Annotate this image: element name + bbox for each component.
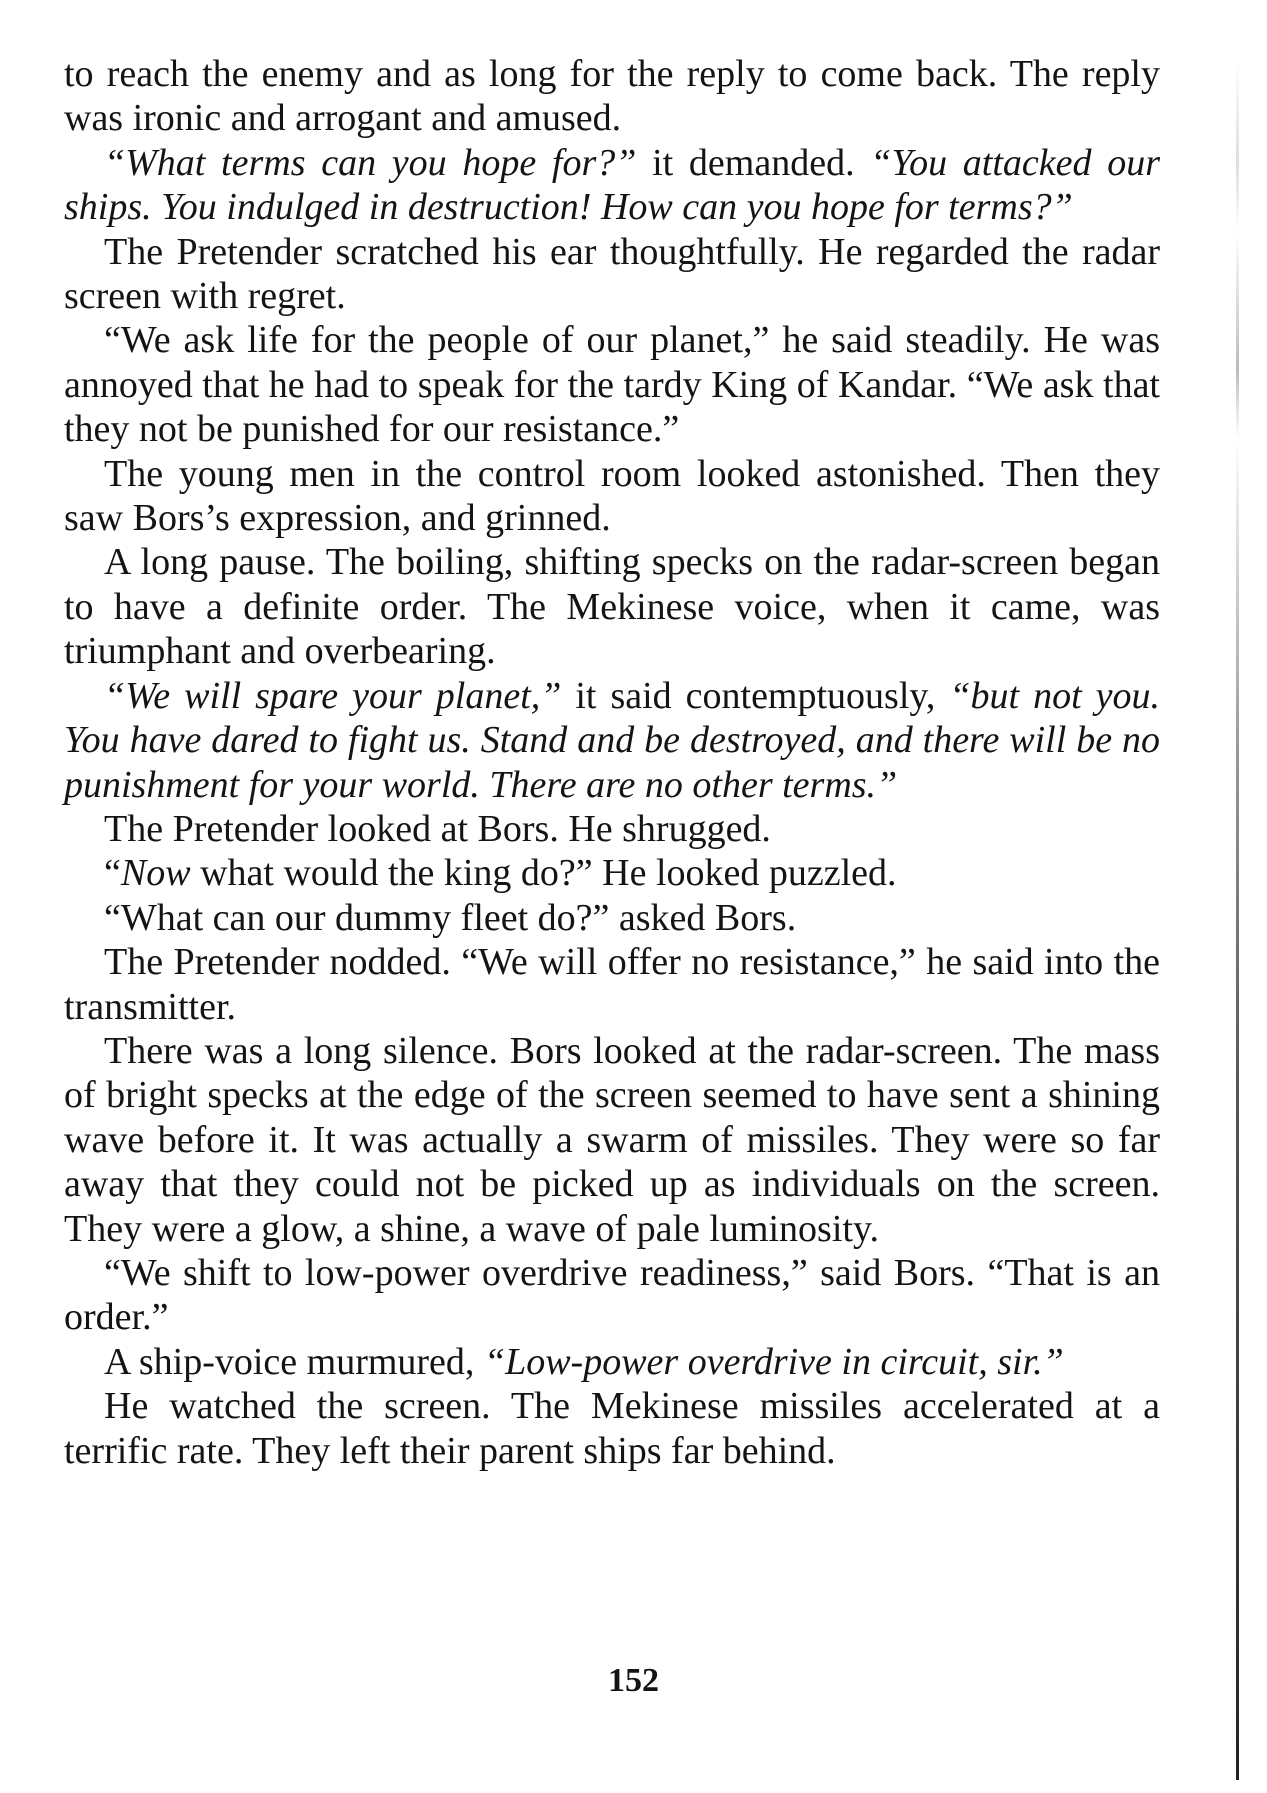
text-run: “We ask life for the people of our planet,” he said steadily. He was annoyed that he had to speak for the tardy King of Kandar. “We ask that they not be punished for our resistance.” (64, 319, 1160, 451)
paragraph (64, 1251, 1160, 1340)
paragraph (64, 318, 1160, 451)
text-run: it demanded. (636, 141, 871, 184)
paragraph (64, 1340, 1160, 1384)
text-run: The Pretender scratched his ear thoughtfully. He regarded the radar screen with regret. (64, 230, 1160, 318)
paragraph (64, 52, 1160, 141)
text-run: to reach the enemy and as long for the reply to come back. The reply was ironic and arrogant and amused. (64, 53, 1160, 140)
text-run: it said contemptuously, (561, 674, 950, 717)
paragraph (64, 896, 1160, 940)
paragraph (64, 807, 1160, 851)
paragraph (64, 1384, 1160, 1473)
text-run: A ship-voice murmured, (104, 1340, 484, 1383)
text-run: A long pause. The boiling, shifting specks on the radar-screen began to have a definite order. The Mekinese voice, when it came, was triumphant and overbearing. (64, 541, 1160, 673)
italic-text: “but not you. You have dared to fight us. Stand and be destroyed, and there will be no punishment for your world. There are no other terms.” (64, 674, 1160, 806)
paragraph (64, 940, 1160, 1029)
paragraph (64, 141, 1160, 230)
page-number: 152 (608, 1662, 659, 1699)
paragraph (64, 674, 1160, 807)
text-run: The Pretender looked at Bors. He shrugged. (104, 807, 771, 850)
paragraph (64, 452, 1160, 541)
italic-text: “Low-power overdrive in circuit, sir.” (483, 1340, 1064, 1383)
italic-text: “We will spare your planet,” (104, 674, 562, 717)
paragraph (64, 540, 1160, 673)
text-run: The Pretender nodded. “We will offer no resistance,” he said into the transmitter. (64, 941, 1160, 1028)
italic-text: “You attacked our ships. You indulged in destruction! How can you hope for terms?” (64, 141, 1160, 229)
paragraph (64, 851, 1160, 895)
text-run: what would the king do?” He looked puzzled. (190, 852, 897, 895)
text-run: The young men in the control room looked astonished. Then they saw Bors’s expression, and grinned. (64, 452, 1160, 540)
italic-text: “What terms can you hope for?” (104, 141, 637, 184)
text-run: “What can our dummy fleet do?” asked Bors. (104, 896, 797, 939)
page-body (64, 52, 1160, 1473)
text-run: There was a long silence. Bors looked at the radar-screen. The mass of bright specks at the edge of the screen seemed to have sent a shining wave before it. It was actually a swarm of missiles. They were so far away that they could not be picked up as individuals on the screen. They were a glow, a shine, a wave of pale luminosity. (64, 1029, 1160, 1250)
text-run: “We shift to low-power overdrive readiness,” said Bors. “That is an order.” (64, 1251, 1160, 1339)
page-gutter-shadow (1236, 60, 1239, 1780)
text-run: “ (104, 852, 121, 895)
italic-text: Now (120, 852, 191, 895)
paragraph (64, 1029, 1160, 1251)
paragraph (64, 230, 1160, 319)
text-run: He watched the screen. The Mekinese missiles accelerated at a terrific rate. They left their parent ships far behind. (64, 1385, 1160, 1472)
